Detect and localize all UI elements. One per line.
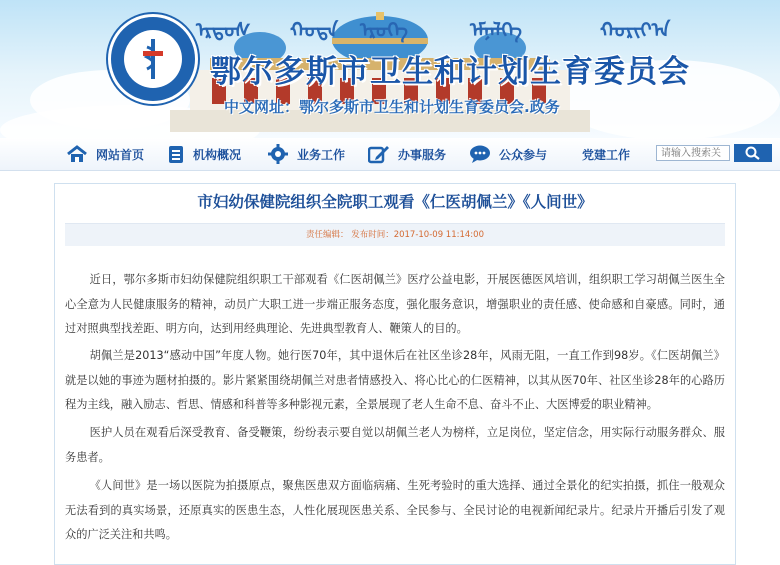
nav-about[interactable]: [167, 138, 241, 170]
nav-home-label: 网站首页: [96, 147, 145, 162]
site-title: 鄂尔多斯市卫生和计划生育委员会: [210, 54, 690, 90]
meta-date: 2017-10-09 11:14:00: [393, 230, 484, 240]
nav-services[interactable]: [368, 138, 446, 170]
article-meta: [65, 224, 725, 246]
search-button[interactable]: [734, 144, 772, 162]
document-icon: [167, 144, 185, 164]
article-paragraph-3: 医护人员在观看后深受教育、备受鞭策，纷纷表示要自觉以胡佩兰老人为榜样，立足岗位，坚定信念，用实际行动服务群众、服务患者。: [65, 426, 725, 464]
mongolian-text-5: ᠬᠣᠷᠢᠶ᠎ᠠ: [600, 18, 671, 42]
nav-party-label: 党建工作: [582, 147, 631, 162]
article-paragraph-2: 胡佩兰是2013“感动中国”年度人物。她行医70年，其中退休后在社区坐诊28年，风雨无阻，一直工作到98岁。《仁医胡佩兰》就是以她的事迹为题材拍摄的。影片紧紧围绕胡佩兰对患者情感投入、将心比心的仁医精神，以其从医70年、社区坐诊28年的心路历程为主线，融入励志、哲思、情感和科普等多种影视元素，全景展现了老人生命不息、奋斗不止、大医博爱的职业精神。: [65, 349, 725, 411]
site-url-label[interactable]: 中文网址：鄂尔多斯市卫生和计划生育委员会.政务: [224, 98, 560, 116]
commission-logo: [108, 14, 198, 104]
nav-about-label: 机构概况: [193, 147, 242, 162]
gear-icon: [267, 144, 289, 164]
mongolian-text-4: ᠡᠮᠨᠡᠯᠭᠡ: [470, 18, 523, 42]
edit-icon: [368, 144, 390, 164]
article-panel: [54, 183, 736, 565]
search-icon: [745, 146, 761, 160]
site-banner: [0, 0, 780, 138]
meta-prefix: 责任编辑： 发布时间：: [306, 230, 394, 240]
nav-public[interactable]: [469, 138, 547, 170]
home-icon: [66, 145, 88, 163]
article-title: 市妇幼保健院组织全院职工观看《仁医胡佩兰》《人间世》: [197, 193, 593, 211]
mongolian-text-3: ᠡᠷᠦᠭᠡ: [360, 18, 408, 42]
mongolian-text-1: ᠡᠷᠳᠣᠰ: [196, 18, 251, 42]
nav-services-label: 办事服务: [398, 147, 447, 162]
article-meta-bar: [65, 223, 725, 246]
article-paragraph-1: 近日，鄂尔多斯市妇幼保健院组织职工干部观看《仁医胡佩兰》医疗公益电影，开展医德医风培训，组织职工学习胡佩兰医生全心全意为人民健康服务的精神，动员广大职工进一步端正服务态度，强化服务意识，增强职业的责任感、使命感和自豪感。同时，通过对照典型找差距、明方向，达到用经典理论、先进典型教育人、鞭策人的目的。: [65, 273, 725, 335]
nav-party[interactable]: [582, 138, 630, 170]
nav-business-label: 业务工作: [297, 147, 346, 162]
chat-icon: [469, 144, 491, 164]
nav-home[interactable]: [66, 138, 144, 170]
article-paragraph-4: 《人间世》是一场以医院为拍摄原点，聚焦医患双方面临病痛、生死考验时的重大选择、通过全景化的纪实拍摄，抓住一般观众无法看到的真实场景，还原真实的医患生态，人性化展现医患关系、全民参与、全民讨论的电视新闻纪录片。纪录片开播后引发了观众的广泛关注和共鸣。: [65, 479, 725, 541]
nav-public-label: 公众参与: [499, 147, 548, 162]
cross-snake-icon: [141, 39, 165, 79]
nav-business[interactable]: [267, 138, 345, 170]
search-input[interactable]: [656, 145, 730, 161]
mongolian-text-2: ᠬᠣᠲᠠ: [290, 18, 339, 42]
